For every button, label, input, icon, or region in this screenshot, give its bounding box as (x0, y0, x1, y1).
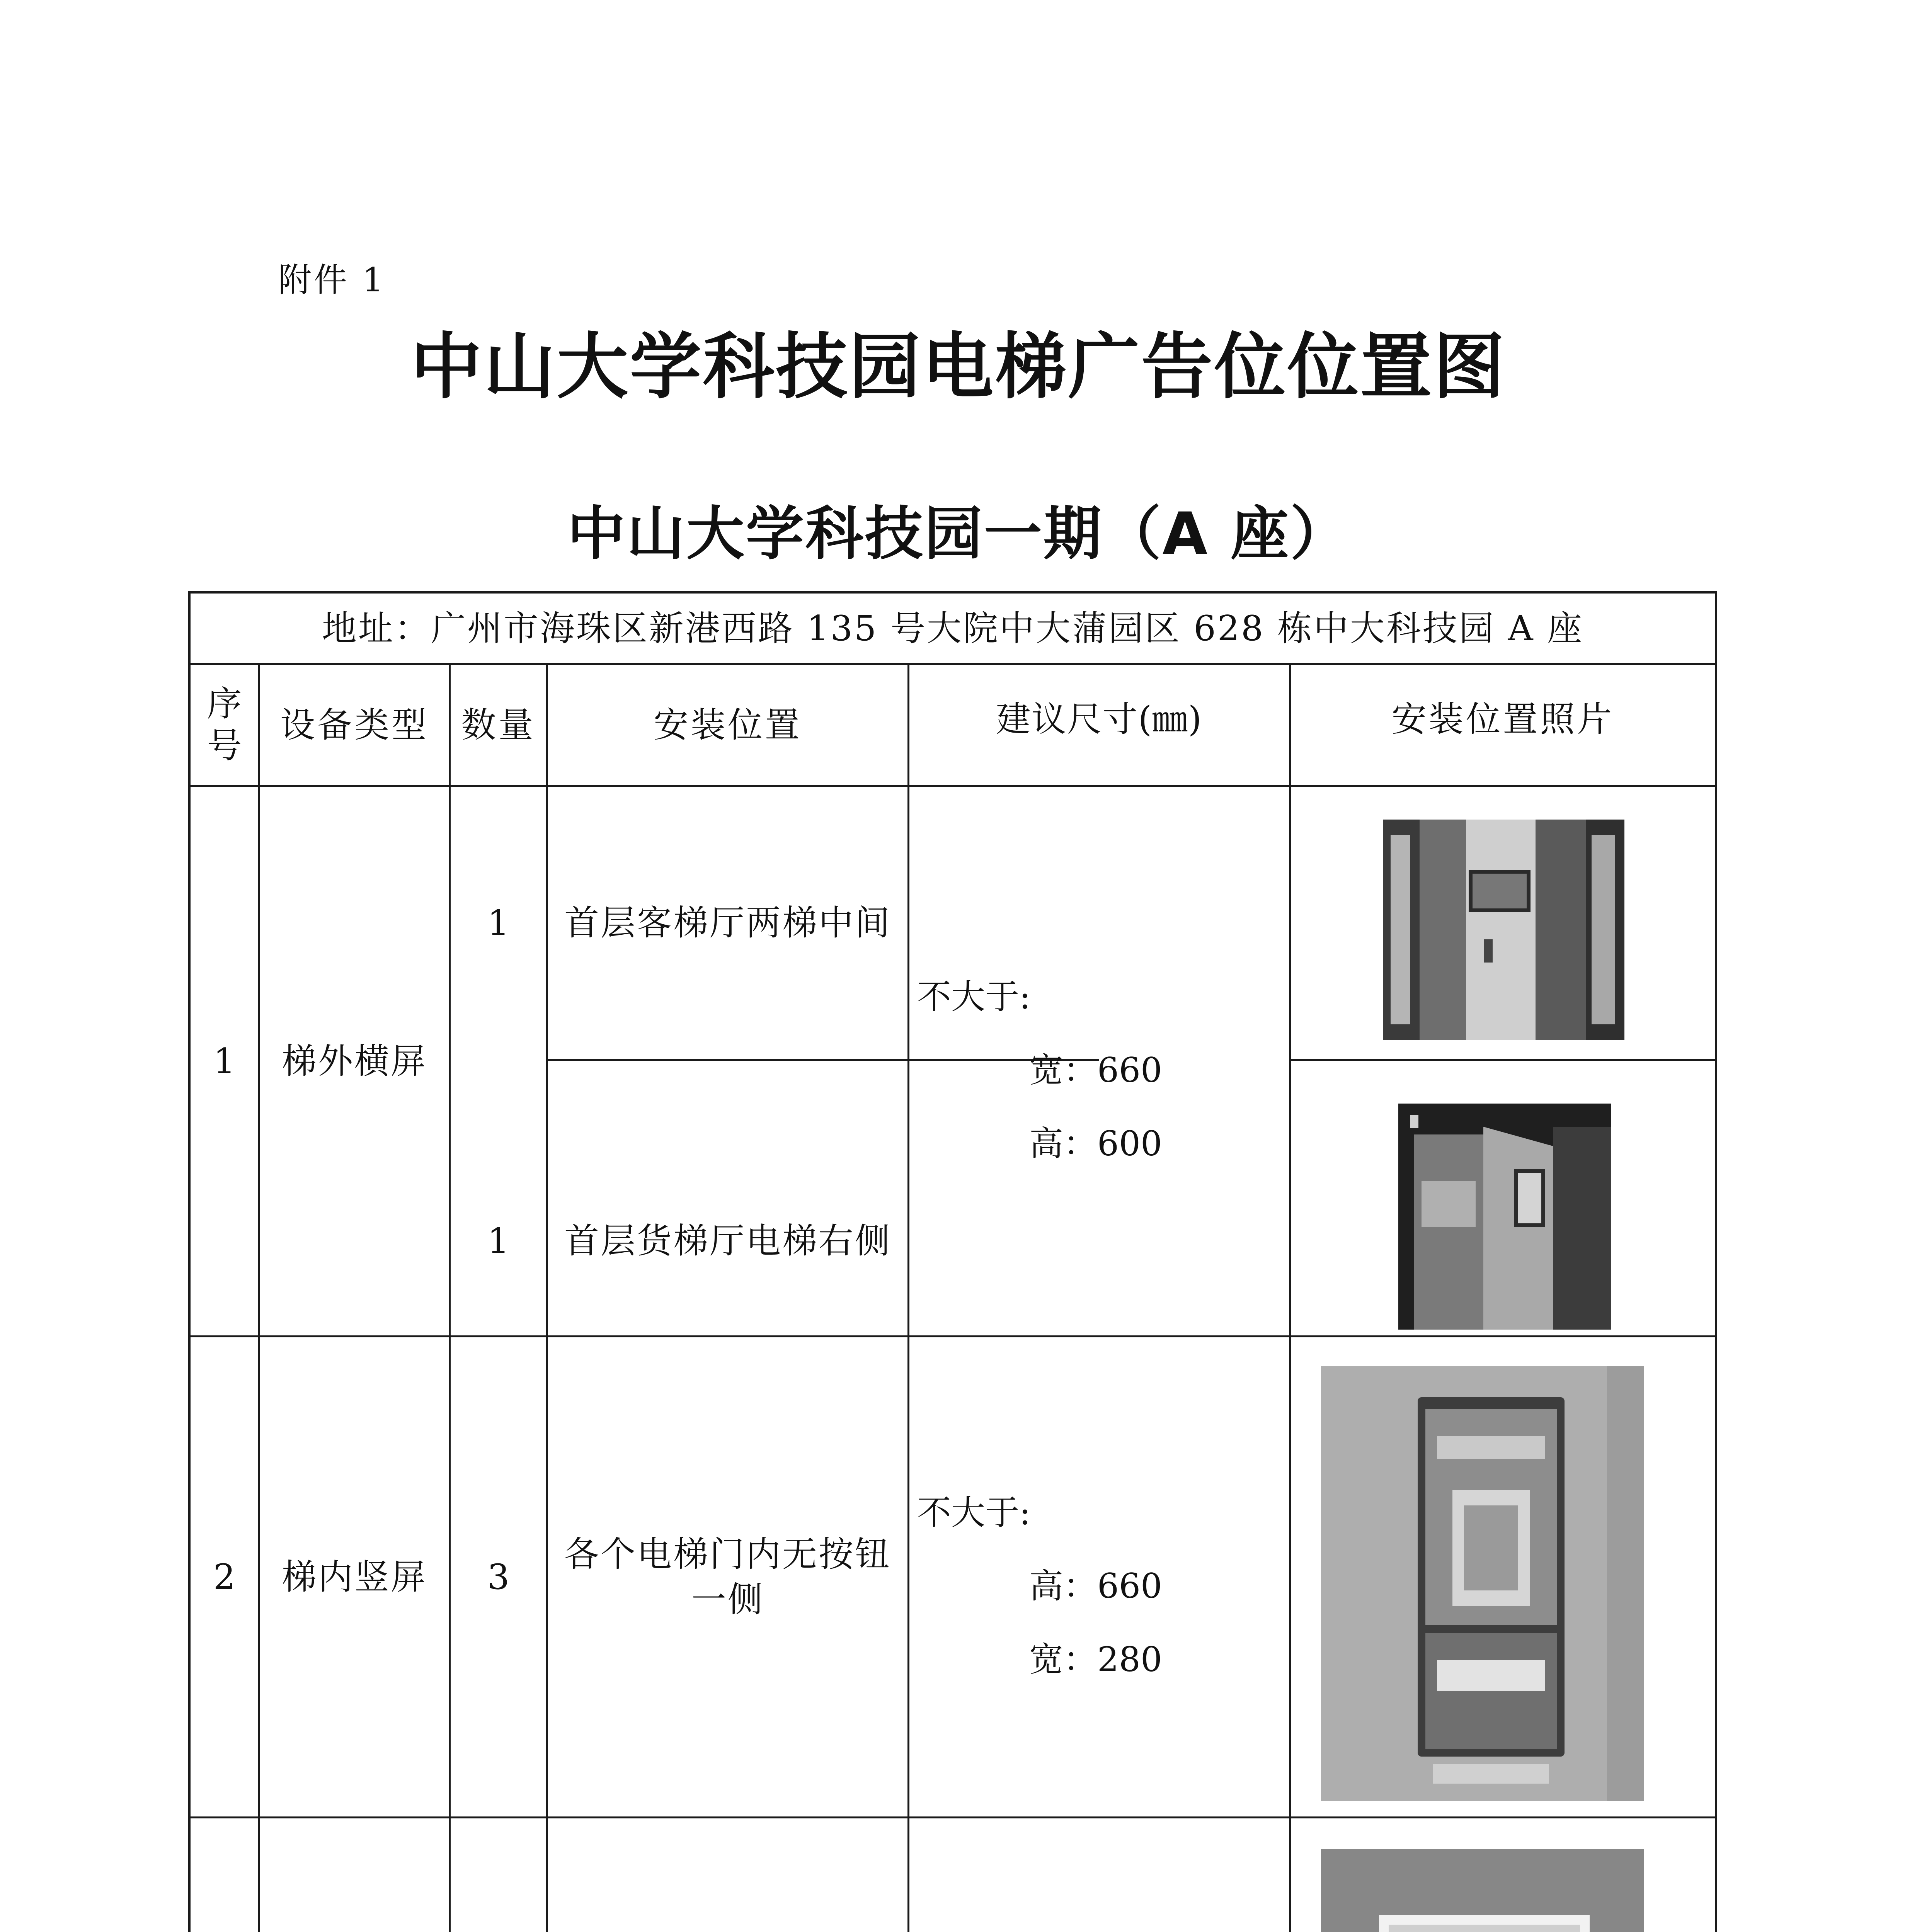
row2-seq: 2 (213, 1556, 236, 1597)
row1-device-type: 梯外横屏 (282, 1041, 427, 1082)
row2-size-line2: 宽：280 (1029, 1639, 1162, 1679)
row1a-quantity: 1 (487, 903, 510, 943)
row2-photo (1321, 1366, 1644, 1801)
row1-size-lead: 不大于: (917, 977, 1031, 1017)
row1a-photo (1383, 820, 1624, 1040)
row1b-photo (1398, 1104, 1611, 1330)
row1-seq: 1 (213, 1041, 236, 1082)
row2-size (917, 1493, 1265, 1681)
row3-device-type (260, 1818, 449, 1932)
attachment-label: 附件 1 (278, 261, 386, 299)
row2-location: 各个电梯门内无按钮一侧 (564, 1534, 891, 1620)
header-quantity: 数量 (461, 704, 536, 745)
row2-size-line1: 高：660 (1029, 1566, 1162, 1606)
row3-photo (1321, 1849, 1644, 1932)
header-size: 建议尺寸(㎜) (996, 699, 1203, 740)
row1-size-line2: 高：600 (1029, 1124, 1162, 1163)
address-row: 地址：广州市海珠区新港西路 135 号大院中大蒲园区 628 栋中大科技园 A 座 (322, 608, 1584, 649)
row2-size-lead: 不大于: (917, 1493, 1031, 1532)
row1b-location: 首层货梯厅电梯右侧 (564, 1220, 891, 1261)
page-title: 中山大学科技园电梯广告位位置图 (410, 325, 1507, 408)
row2-quantity: 3 (487, 1556, 510, 1597)
col-rule-4 (907, 663, 909, 1932)
col-rule-5 (1289, 663, 1291, 1932)
row1b-quantity: 1 (487, 1220, 510, 1261)
row1-size (917, 977, 1265, 1165)
row3-location (556, 1818, 900, 1932)
ad-location-table (188, 591, 1717, 1932)
row3-quantity (451, 1818, 546, 1932)
header-location: 安装位置 (654, 704, 802, 745)
row1-size-line1: 宽：660 (1029, 1050, 1162, 1090)
row3-seq (191, 1818, 258, 1932)
header-device-type: 设备类型 (280, 704, 429, 745)
header-photo: 安装位置照片 (1391, 699, 1614, 740)
row1a-location: 首层客梯厅两梯中间 (564, 903, 891, 943)
header-seq: 序号 (207, 684, 242, 766)
section-title: 中山大学科技园一期（A 座） (567, 500, 1350, 568)
rule-row1-photo-split (1289, 1059, 1715, 1061)
row2-device-type: 梯内竖屏 (282, 1556, 427, 1597)
